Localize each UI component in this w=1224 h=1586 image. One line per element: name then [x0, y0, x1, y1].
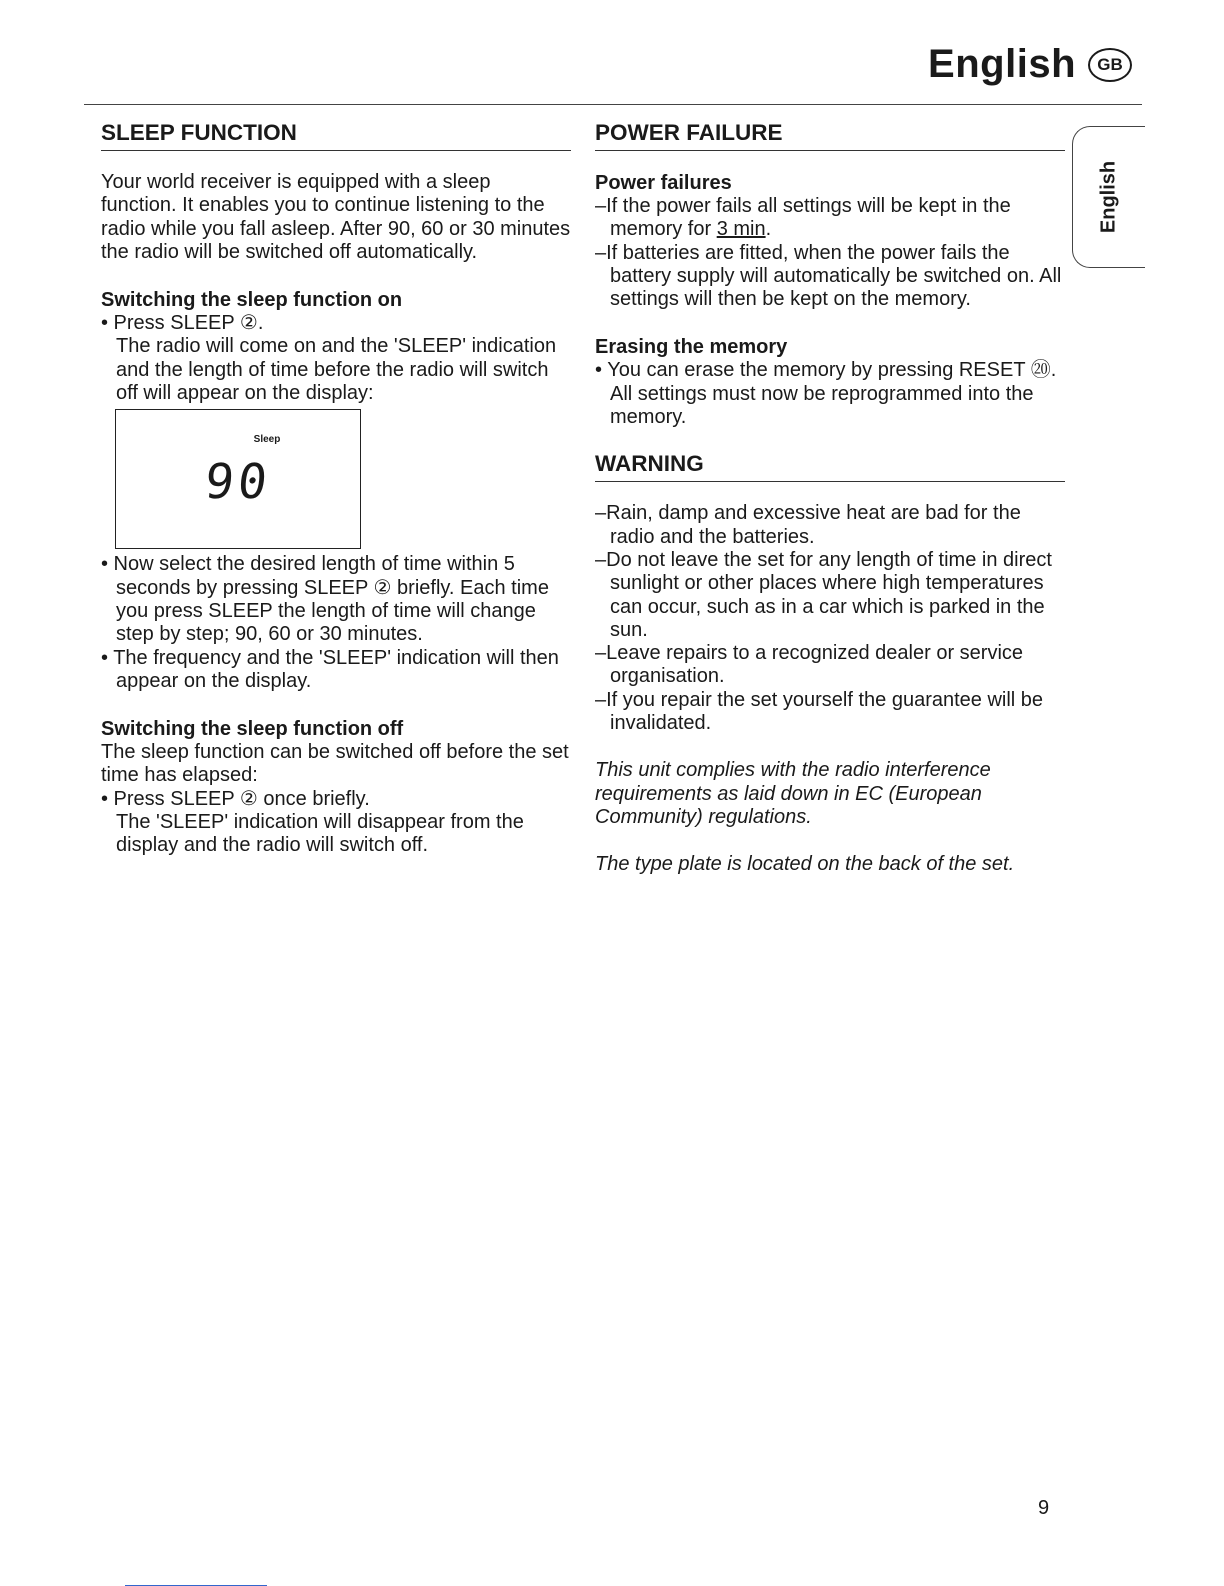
power-failure-heading: POWER FAILURE [595, 118, 1065, 151]
power-failure-item-2: –If batteries are fitted, when the power fails the battery supply will automatically be switched on. All settings will then be kept on the memory. [595, 241, 1062, 311]
sleep-function-heading: SLEEP FUNCTION [101, 118, 571, 151]
power-failure-item-1 [595, 195, 1065, 242]
warning-item: –Do not leave the set for any length of time in direct sunlight or other places where high temperatures can occur, such as in a car which is parked in the sun. [595, 548, 1052, 641]
sleep-on-heading: Switching the sleep function on [101, 289, 403, 312]
gb-badge: GB [1088, 48, 1132, 82]
sleep-on-step-2: • Now select the desired length of time within 5 seconds by pressing SLEEP ② briefly. Each time you press SLEEP the length of time will change step by step; 90, 60 or 30 minutes. [101, 553, 549, 646]
power-item-1-prefix: –If the power fails all settings will be kept in the memory for [595, 195, 1011, 241]
top-divider [84, 104, 1142, 105]
warning-heading: WARNING [595, 449, 1065, 482]
page-title-text: English [928, 42, 1076, 86]
warning-item: –Rain, damp and excessive heat are bad for the radio and the batteries. [595, 502, 1021, 548]
power-failures-subheading: Power failures [595, 172, 732, 194]
sleep-off-text: The sleep function can be switched off before the set time has elapsed: [101, 741, 569, 787]
warning-item: –If you repair the set yourself the guarantee will be invalidated. [595, 688, 1044, 735]
power-item-1-duration: 3 min [716, 218, 766, 241]
warning-item: –Leave repairs to a recognized dealer or service organisation. [595, 642, 1024, 688]
language-side-tab [1072, 126, 1145, 268]
erasing-memory-item: • You can erase the memory by pressing RESET ⑳. All settings must now be reprogrammed into the memory. [595, 359, 1057, 429]
type-plate-notice: The type plate is located on the back of the set. [595, 853, 1015, 876]
left-column [101, 118, 571, 858]
sleep-off-step-1-detail: The 'SLEEP' indication will disappear from the display and the radio will switch off. [116, 811, 524, 857]
sleep-off-step-1: • Press SLEEP ② once briefly. [101, 787, 370, 810]
power-item-1-suffix: . [765, 218, 772, 241]
compliance-notice: This unit complies with the radio interference requirements as laid down in EC (European Community) regulations. [595, 759, 991, 828]
page-number: 9 [1038, 1497, 1050, 1519]
sleep-off-heading: Switching the sleep function off [101, 718, 404, 741]
sleep-on-step-1-detail: The radio will come on and the 'SLEEP' indication and the length of time before the radio will switch off will appear on the display: [116, 335, 557, 405]
page-title [928, 42, 1132, 87]
lcd-display-illustration [115, 409, 361, 549]
lcd-digits: 90 [202, 454, 274, 511]
erasing-memory-heading: Erasing the memory [595, 336, 788, 359]
sleep-on-step-1: • Press SLEEP ②. [101, 312, 264, 335]
lcd-sleep-label: Sleep [253, 434, 281, 446]
sleep-intro-text: Your world receiver is equipped with a sleep function. It enables you to continue listening to the radio while you fall asleep. After 90, 60 or 30 minutes the radio will be switched off automatically. [101, 171, 571, 263]
sleep-on-step-3: • The frequency and the 'SLEEP' indication will then appear on the display. [101, 646, 559, 692]
right-column [595, 118, 1065, 877]
side-tab-label: English [1097, 160, 1120, 234]
